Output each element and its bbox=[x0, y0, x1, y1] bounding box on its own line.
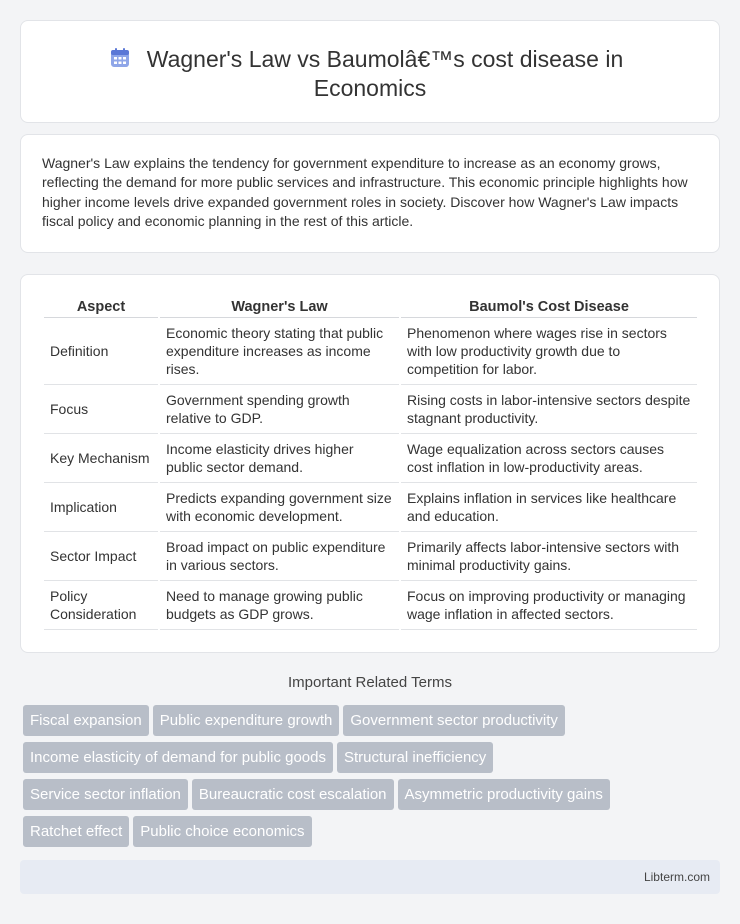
cell-baumol: Rising costs in labor-intensive sectors despite stagnant productivity. bbox=[401, 385, 697, 434]
cell-baumol: Wage equalization across sectors causes cost inflation in low-productivity areas. bbox=[401, 434, 697, 483]
cell-aspect: Implication bbox=[44, 483, 158, 532]
header-card bbox=[20, 20, 720, 123]
related-terms-heading: Important Related Terms bbox=[288, 674, 452, 691]
footer-site-link[interactable]: Libterm.com bbox=[643, 870, 710, 884]
related-term-tag[interactable]: Income elasticity of demand for public goods bbox=[23, 742, 333, 773]
cell-wagner: Economic theory stating that public expenditure increases as income rises. bbox=[160, 318, 399, 385]
header-aspect: Aspect bbox=[44, 295, 158, 318]
related-term-tag[interactable]: Government sector productivity bbox=[343, 705, 565, 736]
table-row bbox=[44, 532, 697, 581]
table-row bbox=[44, 385, 697, 434]
header-wagner: Wagner's Law bbox=[160, 295, 399, 318]
page-title-line1: Wagner's Law vs Baumolâ€™s cost disease in bbox=[146, 46, 624, 72]
related-term-tag[interactable]: Asymmetric productivity gains bbox=[398, 779, 610, 810]
related-term-tag[interactable]: Fiscal expansion bbox=[23, 705, 149, 736]
related-term-tag[interactable]: Structural inefficiency bbox=[337, 742, 493, 773]
comparison-table bbox=[42, 295, 699, 630]
footer bbox=[20, 860, 720, 894]
intro-card bbox=[20, 134, 720, 253]
table-row bbox=[44, 434, 697, 483]
related-term-tag[interactable]: Public choice economics bbox=[133, 816, 311, 847]
related-term-tag[interactable]: Bureaucratic cost escalation bbox=[192, 779, 394, 810]
header-baumol: Baumol's Cost Disease bbox=[401, 295, 697, 318]
cell-wagner: Government spending growth relative to GDP. bbox=[160, 385, 399, 434]
comparison-card bbox=[20, 274, 720, 653]
page-title-line2: Economics bbox=[313, 75, 427, 101]
cell-aspect: Focus bbox=[44, 385, 158, 434]
intro-paragraph: Wagner's Law explains the tendency for government expenditure to increase as an economy grows, reflecting the demand for more public services and infrastructure. This economic principle highlights how higher income levels drive expanded government roles in society. Discover how Wagner's Law impacts fiscal policy and economic planning in the rest of this article. bbox=[42, 155, 688, 229]
table-row bbox=[44, 581, 697, 630]
cell-aspect: Sector Impact bbox=[44, 532, 158, 581]
table-row bbox=[44, 318, 697, 385]
cell-wagner: Predicts expanding government size with economic development. bbox=[160, 483, 399, 532]
cell-aspect: Definition bbox=[44, 318, 158, 385]
cell-aspect: Policy Consideration bbox=[44, 581, 158, 630]
cell-baumol: Primarily affects labor-intensive sectors with minimal productivity gains. bbox=[401, 532, 697, 581]
cell-wagner: Need to manage growing public budgets as GDP grows. bbox=[160, 581, 399, 630]
page-title bbox=[21, 45, 719, 103]
related-term-tag[interactable]: Public expenditure growth bbox=[153, 705, 340, 736]
table-header-row bbox=[44, 295, 697, 318]
cell-wagner: Income elasticity drives higher public sector demand. bbox=[160, 434, 399, 483]
related-term-tag[interactable]: Service sector inflation bbox=[23, 779, 188, 810]
related-term-tag[interactable]: Ratchet effect bbox=[23, 816, 129, 847]
related-terms-list bbox=[23, 705, 723, 853]
cell-baumol: Phenomenon where wages rise in sectors with low productivity growth due to competition for labor. bbox=[401, 318, 697, 385]
cell-wagner: Broad impact on public expenditure in various sectors. bbox=[160, 532, 399, 581]
cell-aspect: Key Mechanism bbox=[44, 434, 158, 483]
cell-baumol: Explains inflation in services like healthcare and education. bbox=[401, 483, 697, 532]
cell-baumol: Focus on improving productivity or managing wage inflation in affected sectors. bbox=[401, 581, 697, 630]
table-row bbox=[44, 483, 697, 532]
